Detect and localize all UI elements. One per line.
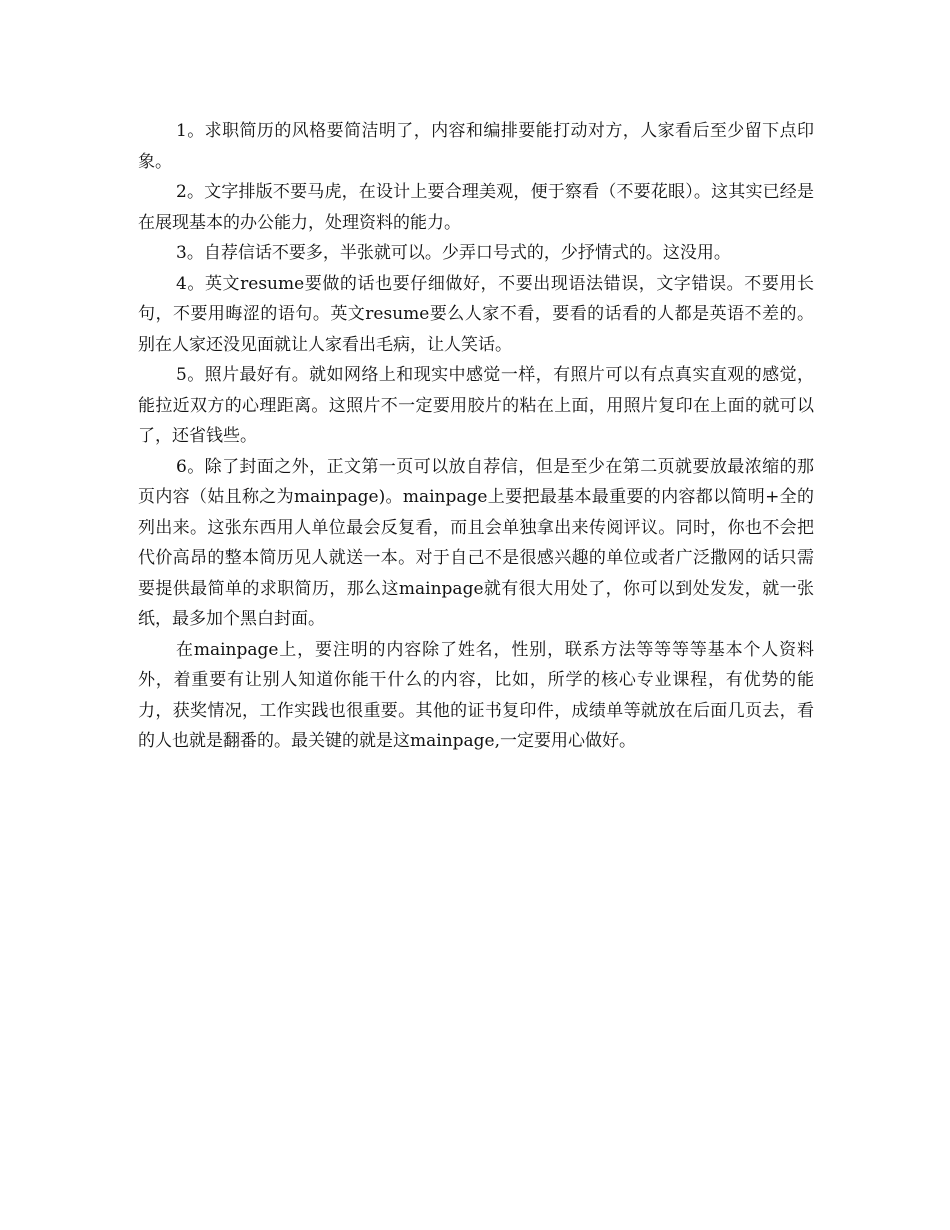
paragraph-2: 2。文字排版不要马虎，在设计上要合理美观，便于察看（不要花眼）。这其实已经是在展现基本的办公能力，处理资料的能力。: [138, 182, 814, 233]
paragraph-6: 6。除了封面之外，正文第一页可以放自荐信，但是至少在第二页就要放最浓缩的那页内容（姑且称之为mainpage)。mainpage上要把最基本最重要的内容都以简明+全的列出来。这张东西用人单位最会反复看，而且会单独拿出来传阅评议。同时，你也不会把代价高昂的整本简历见人就送一本。对于自己不是很感兴趣的单位或者广泛撒网的话只需要提供最简单的求职简历，那么这mainpage就有很大用处了，你可以到处发发，就一张纸，最多加个黑白封面。: [138, 456, 814, 629]
paragraph-5: 5。照片最好有。就如网络上和现实中感觉一样，有照片可以有点真实直观的感觉，能拉近双方的心理距离。这照片不一定要用胶片的粘在上面，用照片复印在上面的就可以了，还省钱些。: [138, 365, 814, 446]
paragraph-3: 3。自荐信话不要多，半张就可以。少弄口号式的，少抒情式的。这没用。: [176, 243, 731, 263]
document-body: [138, 116, 814, 757]
paragraph-1: 1。求职简历的风格要简洁明了，内容和编排要能打动对方，人家看后至少留下点印象。: [138, 121, 814, 172]
paragraph-4: 4。英文resume要做的话也要仔细做好，不要出现语法错误，文字错误。不要用长句，不要用晦涩的语句。英文resume要么人家不看，要看的话看的人都是英语不差的。别在人家还没见面就让人家看出毛病，让人笑话。: [138, 273, 814, 355]
paragraph-7: 在mainpage上，要注明的内容除了姓名，性别，联系方法等等等等基本个人资料外，着重要有让别人知道你能干什么的内容，比如，所学的核心专业课程，有优势的能力，获奖情况，工作实践也很重要。其他的证书复印件，成绩单等就放在后面几页去，看的人也就是翻番的。最关键的就是这mainpage,一定要用心做好。: [138, 639, 814, 751]
